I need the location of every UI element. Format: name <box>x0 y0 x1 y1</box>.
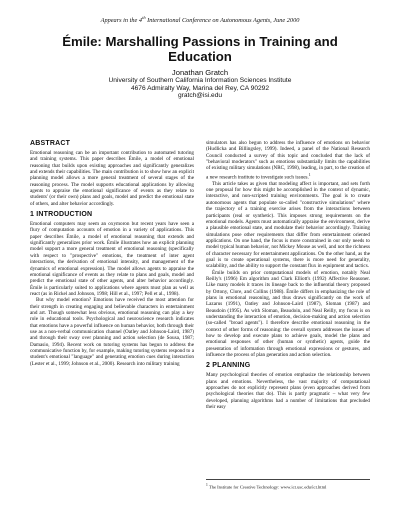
venue-sup: th <box>142 15 146 20</box>
right-column <box>206 140 370 510</box>
author-block <box>30 68 370 100</box>
paper-title: Émile: Marshalling Passions in Training and Education <box>62 34 338 65</box>
right-paragraph-2: This article takes as given that modeling affect is important, and sets forth one proposal for how this might be accomplished in the context of dynamic, interactive, and non-scripted training environments. The goal is to create autonomous agents that populate so-called "constructive simulations" where the trajectory of a training exercise arises from the interactions between participants (real or synthetic). This imposes strong requirements on the emotional models. Agents must automatically appraise the environment, derive a plausible emotional state, and modulate their behavior accordingly. Training simulations pose other requirements that differ from entertainment oriented applications. On one hand, the focus is more constrained in our only needs to model typical human behavior, not Mickey Mouse as well, and not the richness of character necessary for entertainment applications. On the other hand, as the goal is to create operational systems, there is more need for generality, scalability, and the ability to support the constant flux in equipment and tactics. <box>206 180 370 270</box>
intro-paragraph-1: Emotional computers may seem an oxymoron but recent years have seen a flury of computation accounts of emotion in a variety of applications. This paper describes Émile, a model of emotional reasoning that extends and significantly generalizes prior work. Émile illustrates how an explicit planning model support a more general treatment of emotional reasoning (specifically with respect to "prospective" emotions, the treatment of inter agent interactions, the derivation of emotional intensity, and management of the dynamics of emotional expression). The model allows agents to appraise the emotional significance of events as they relate to plans and goals, model and predict the emotional state of other agents, and alter behavior accordingly. Émile is particularly suited to applications where agents must plan as well as react (as in Rickel and Johnson, 1998; Hill et al., 1997; Pell et al., 1998). <box>30 221 194 297</box>
footnote-number: 1 <box>206 482 208 487</box>
author-address: 4676 Admiralty Way, Marina del Rey, CA 90292 <box>130 84 270 92</box>
venue-pre: Appears in the 4 <box>100 17 143 25</box>
right-column-inner <box>206 140 370 510</box>
planning-paragraph: Many psychological theories of emotion emphasize the relationship between plans and emotions. Nevertheless, the vast majority of computational approaches do not explicitly represent plans (even approaches derived from psychological theories that do). This is partly pragmatic – what very few developed, planning algorithms had a number of limitations that precluded their easy <box>206 372 370 411</box>
right-paragraph-1-text: simulators has also begun to address the influence of emotions on behavior (Hudlicka and Billingsley, 1999). Indeed, a panel of the National Research Council conducted a survey of this topic and concluded that the lack of "behavioral moderators" such as emotions substantially limits the capabilities of existing military simulations (NRC, 1998), leading, in part, to the creation of a new research institute to investigate such issues. <box>206 140 370 181</box>
author-affiliation: University of Southern California Information Sciences Institute <box>108 77 292 85</box>
footnote <box>206 479 370 490</box>
abstract-text: Emotional reasoning can be an important contribution to automated tutoring and training systems. This paper describes Émile, a model of emotional reasoning that builds upon existing approaches and significantly generalizes and extends their capabilities. The main contribution is to show how an explicit planning model allows a more general treatment of several stages of the reasoning process. The model supports educational applications by allowing agents to appraise the emotional significance of events as they relate to students' (or their own) plans and goals, model and predict the emotional state of others, and alter behavior accordingly. <box>30 150 194 207</box>
footnote-ref: 1 <box>308 172 311 177</box>
abstract-heading: ABSTRACT <box>30 140 71 147</box>
author-name: Jonathan Gratch <box>171 68 229 78</box>
footnote-text: The Institute for Creative Technology: www.ict.usc.edu/ict.html <box>207 484 327 490</box>
body-columns <box>30 140 370 510</box>
left-column <box>30 140 194 510</box>
right-paragraph-1 <box>206 140 370 181</box>
right-paragraph-3: Émile builds on prior computational models of emotion, notably Neal Reilly's (1996) Em algorithm and Clark Elliott's (1992) Affective Reasoner. Like many models it traces its lineage back to the influential theory proposed by Ortony, Clore, and Collins (1988). Émile differs in emphasizing the role of plans in emotional reasoning, and thus draws significantly on the work of Lazarus (1991), Oatley and Johnson-Laird (1987), Sloman (1987) and Beaudoin (1995). As with Sloman, Beaudoin, and Neal Reilly, my focus is on understanding the interaction of emotion, decision-making and action selection (so-called "broad agents"). I therefore describe emotional reasoning in the context of other forms of reasoning: the overall system addresses the issues of how to develop and execute plans to achieve goals, model the plans and emotional responses of other (human or synthetic) agents, guide the presentation of information through emotional expressions or gestures, and influence the process of plan generation and action selection. <box>206 269 370 359</box>
venue-post: International Conference on Autonomous Agents, June 2000 <box>145 17 300 25</box>
planning-heading: 2 PLANNING <box>206 362 251 370</box>
author-email: gratch@isi.edu <box>177 92 223 100</box>
introduction-heading: 1 INTRODUCTION <box>30 211 93 219</box>
intro-paragraph-2: But why model emotion? Emotions have received the most attention for their strength in creating engaging and believable characters in entertainment and art. Though somewhat less obvious, emotional reasoning can play a key role in educational tools. Psychological and neuroscience research indicates that emotions have a powerful influence on human behavior, both through their use as a non-verbal communication channel (Oatley and Johnson-Laird, 1987) and through their sway over planning and action selection (de Sousa, 1987; Damasio, 1994). Recent work on tutoring systems has begun to address the communicative function by, for example, making tutoring systems respond to a student's emotional "language" and generating emotion cues during interaction (Lester et al., 1999; Johnson et al., 2000). Research into military training <box>30 297 194 367</box>
venue-line <box>30 14 370 25</box>
